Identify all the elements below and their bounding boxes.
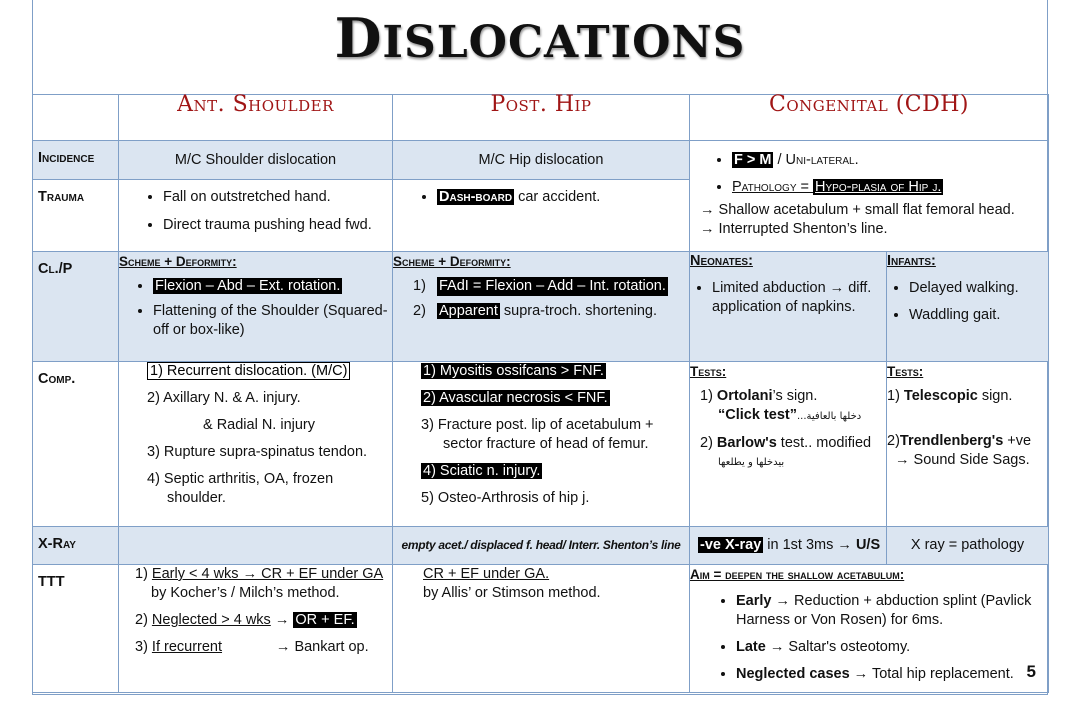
- xray-negative-highlight: -ve X-ray: [700, 537, 762, 553]
- clp-hip-item-1: [413, 277, 689, 296]
- col-ant-shoulder: [119, 92, 393, 141]
- page-number: 5: [1026, 662, 1036, 681]
- ortolani-line: [690, 387, 886, 406]
- click-test: “Click test”: [718, 407, 797, 423]
- ttt-cdh-late: Late: [736, 639, 766, 655]
- comp-hip-item: 3) Fracture post. lip of acetabulum + sector fracture of head of femur.: [421, 417, 654, 452]
- col-post-hip: [393, 92, 690, 141]
- title-initial: D: [334, 6, 383, 70]
- comp-hip-item: 5) Osteo-Arthrosis of hip j.: [421, 490, 590, 506]
- trauma-hip-item: [437, 188, 689, 207]
- clp-hip-item-highlight: FAdI = Flexion – Add – Int. rotation.: [439, 278, 666, 294]
- clp-infants-item: • Waddling gait.: [909, 306, 1048, 325]
- xray-cdh-left: [690, 527, 887, 565]
- ttt-cdh-item: [736, 592, 1048, 630]
- telescopic-line: [887, 387, 1048, 406]
- trendlenberg-line: [887, 432, 1048, 451]
- barlow-arabic: بيدخلها و يطلعها: [718, 457, 785, 468]
- cdh-sex-item: [732, 151, 1048, 170]
- xray-cdh-right: X ray = pathology: [887, 527, 1049, 565]
- incidence-hip: M/C Hip dislocation: [393, 141, 690, 180]
- ttt-hip: [393, 565, 690, 693]
- cdh-sex-rest: / Uni-lateral.: [773, 152, 859, 168]
- trauma-shoulder-item: • Direct trauma pushing head fwd.: [163, 216, 392, 235]
- row-label-xray: X-Ray: [33, 527, 119, 565]
- comp-shoulder-item: [147, 362, 392, 381]
- row-label-ttt: TTT: [33, 565, 119, 693]
- row-label-incidence: Incidence: [33, 141, 119, 180]
- barlow-rest: test.. modified: [776, 435, 872, 451]
- incidence-row: [33, 141, 1049, 180]
- dislocations-table: [32, 94, 1049, 693]
- ttt-shoulder-early: [135, 565, 392, 584]
- barlow-line: [690, 434, 886, 453]
- ortolani-number: 1): [700, 388, 717, 404]
- trendlenberg-rest: +ve: [1003, 433, 1032, 449]
- col-ant-shoulder-label: Ant. Shoulder: [177, 92, 334, 117]
- ttt-cdh-item: [736, 665, 1048, 684]
- clp-shoulder: [119, 252, 393, 362]
- ttt-shoulder-recurrent-text: If recurrent: [151, 639, 223, 655]
- row-label-trauma: Trauma: [33, 180, 119, 252]
- row-label-clp: Cl./P: [33, 252, 119, 362]
- clp-neonates-item: • Limited abduction → diff. application of napkins.: [712, 279, 886, 317]
- comp-tests-left: [690, 362, 887, 527]
- comp-shoulder-boxed: 1) Recurrent dislocation. (M/C): [147, 362, 350, 380]
- comp-hip-highlight: 2) Avascular necrosis < FNF.: [423, 390, 608, 406]
- ttt-hip-line1: CR + EF under GA.: [423, 566, 550, 582]
- incidence-shoulder: M/C Shoulder dislocation: [119, 141, 393, 180]
- clp-hip-heading: Scheme + Deformity:: [393, 254, 511, 269]
- comp-row: [33, 362, 1049, 527]
- xray-shoulder: [119, 527, 393, 565]
- clp-hip-item-rest: supra-troch. shortening.: [499, 303, 658, 319]
- ttt-shoulder: [119, 565, 393, 693]
- clp-infants: [887, 252, 1049, 362]
- cdh-pathology-label: Pathology =: [732, 179, 814, 195]
- ttt-cdh-neglected-rest: → Total hip replacement.: [849, 666, 1014, 682]
- ttt-shoulder-number: 2): [135, 612, 152, 628]
- clp-infants-item: • Delayed walking.: [909, 279, 1048, 298]
- cdh-pathology-item: [732, 178, 1048, 197]
- ttt-cdh-aim: Aim = deepen the shallow acetabulum:: [690, 567, 905, 582]
- cdh-pathology-line2: → Interrupted Shenton’s line.: [700, 221, 888, 237]
- ttt-cdh-item: [736, 638, 1048, 657]
- click-test-line: [690, 406, 886, 426]
- clp-infants-heading: Infants:: [887, 253, 936, 269]
- cdh-pathology-line1: → Shallow acetabulum + small flat femoral head.: [700, 202, 1015, 218]
- ttt-shoulder-highlight: OR + EF.: [295, 612, 355, 628]
- xray-row: [33, 527, 1049, 565]
- comp-hip: [393, 362, 690, 527]
- comp-tests-right-heading: Tests:: [887, 364, 924, 379]
- clp-neonates: [690, 252, 887, 362]
- col-post-hip-label: Post. Hip: [490, 92, 592, 117]
- cdh-sex-highlight: F > M: [734, 152, 772, 168]
- trauma-shoulder-item: • Fall on outstretched hand.: [163, 188, 392, 207]
- ttt-shoulder-arrow: →: [270, 612, 294, 628]
- xray-hip-text: empty acet./ displaced f. head/ Interr. Shenton’s line: [401, 538, 681, 552]
- trendlenberg-line2: → Sound Side Sags.: [895, 452, 1030, 468]
- ttt-shoulder-neglected: [135, 611, 392, 630]
- barlow-number: 2): [700, 435, 717, 451]
- clp-shoulder-item: • Flattening of the Shoulder (Squared-off or box-like): [153, 302, 392, 340]
- comp-tests-left-heading: Tests:: [690, 364, 727, 379]
- comp-hip-item: [421, 462, 689, 481]
- clp-hip: [393, 252, 690, 362]
- comp-shoulder-item: 4) Septic arthritis, OA, frozen shoulder.: [147, 471, 334, 506]
- click-test-arabic: ...دخلها بالعافية: [796, 411, 862, 422]
- trauma-hip: [393, 180, 690, 252]
- ttt-shoulder-method: by Kocher’s / Milch’s method.: [151, 585, 340, 601]
- clp-shoulder-heading: Scheme + Deformity:: [119, 254, 237, 269]
- xray-cdh-left-rest: in 1st 3ms →: [763, 537, 856, 553]
- cdh-pathology-highlight: Hypo-plasia of Hip j.: [815, 179, 942, 195]
- ttt-cdh-early-rest: → Reduction + abduction splint (Pavlick Harness or Von Rosen) for 6ms.: [736, 593, 1032, 628]
- ttt-hip-line2: by Allis’ or Stimson method.: [423, 585, 601, 601]
- comp-shoulder: [119, 362, 393, 527]
- page-title: [32, 6, 1048, 70]
- ttt-shoulder-number: 1): [135, 566, 152, 582]
- col-congenital: [690, 92, 1049, 141]
- ortolani-name: Ortolani: [716, 388, 773, 404]
- clp-row: [33, 252, 1049, 362]
- xray-hip: [393, 527, 690, 565]
- trauma-hip-rest: car accident.: [514, 189, 601, 205]
- ttt-row: [33, 565, 1049, 693]
- ttt-cdh-late-rest: → Saltar's osteotomy.: [765, 639, 911, 655]
- comp-hip-highlight: 4) Sciatic n. injury.: [423, 463, 541, 479]
- telescopic-rest: sign.: [977, 388, 1013, 404]
- comp-hip-item: [421, 362, 689, 381]
- clp-shoulder-item: [153, 277, 392, 296]
- header-row: [33, 95, 1049, 141]
- xray-ultrasound: U/S: [855, 537, 881, 553]
- comp-shoulder-item: 3) Rupture supra-spinatus tendon.: [147, 444, 368, 460]
- trendlenberg-name: Trendlenberg's: [899, 433, 1004, 449]
- clp-hip-item-number: 2): [413, 303, 426, 319]
- clp-hip-item-highlight: Apparent: [439, 303, 498, 319]
- ttt-shoulder-recurrent: [135, 638, 392, 657]
- comp-shoulder-item: 2) Axillary N. & A. injury.: [147, 390, 301, 406]
- comp-hip-item: [421, 389, 689, 408]
- clp-hip-item-number: 1): [413, 278, 426, 294]
- cdh-incidence-trauma: [690, 141, 1049, 252]
- comp-shoulder-item: & Radial N. injury: [203, 417, 316, 433]
- ttt-cdh-early: Early: [736, 593, 772, 609]
- row-label-comp: Comp.: [33, 362, 119, 527]
- trauma-hip-highlight: Dash-board: [439, 189, 513, 205]
- telescopic-name: Telescopic: [903, 388, 978, 404]
- ortolani-rest: ’s sign.: [772, 388, 818, 404]
- ttt-cdh-neglected: Neglected cases: [736, 666, 850, 682]
- ttt-shoulder-number: 3): [135, 639, 152, 655]
- clp-neonates-heading: Neonates:: [690, 253, 753, 269]
- header-blank: [33, 95, 119, 141]
- title-rest: ISLOCATIONS: [382, 17, 746, 68]
- ttt-cdh: [690, 565, 1049, 693]
- clp-shoulder-highlight: Flexion – Abd – Ext. rotation.: [155, 278, 341, 294]
- trauma-shoulder: [119, 180, 393, 252]
- comp-tests-right: [887, 362, 1049, 527]
- comp-hip-highlight: 1) Myositis ossifcans > FNF.: [423, 363, 604, 379]
- clp-hip-item-2: [413, 302, 689, 321]
- trendlenberg-number: 2): [887, 433, 900, 449]
- barlow-name: Barlow's: [716, 435, 777, 451]
- col-congenital-label: Congenital (CDH): [768, 92, 970, 117]
- ttt-shoulder-bankart: → Bankart op.: [275, 639, 369, 655]
- telescopic-number: 1): [887, 388, 904, 404]
- ttt-shoulder-early-text: Early < 4 wks → CR + EF under GA: [151, 566, 384, 582]
- ttt-shoulder-neglected-text: Neglected > 4 wks: [151, 612, 271, 628]
